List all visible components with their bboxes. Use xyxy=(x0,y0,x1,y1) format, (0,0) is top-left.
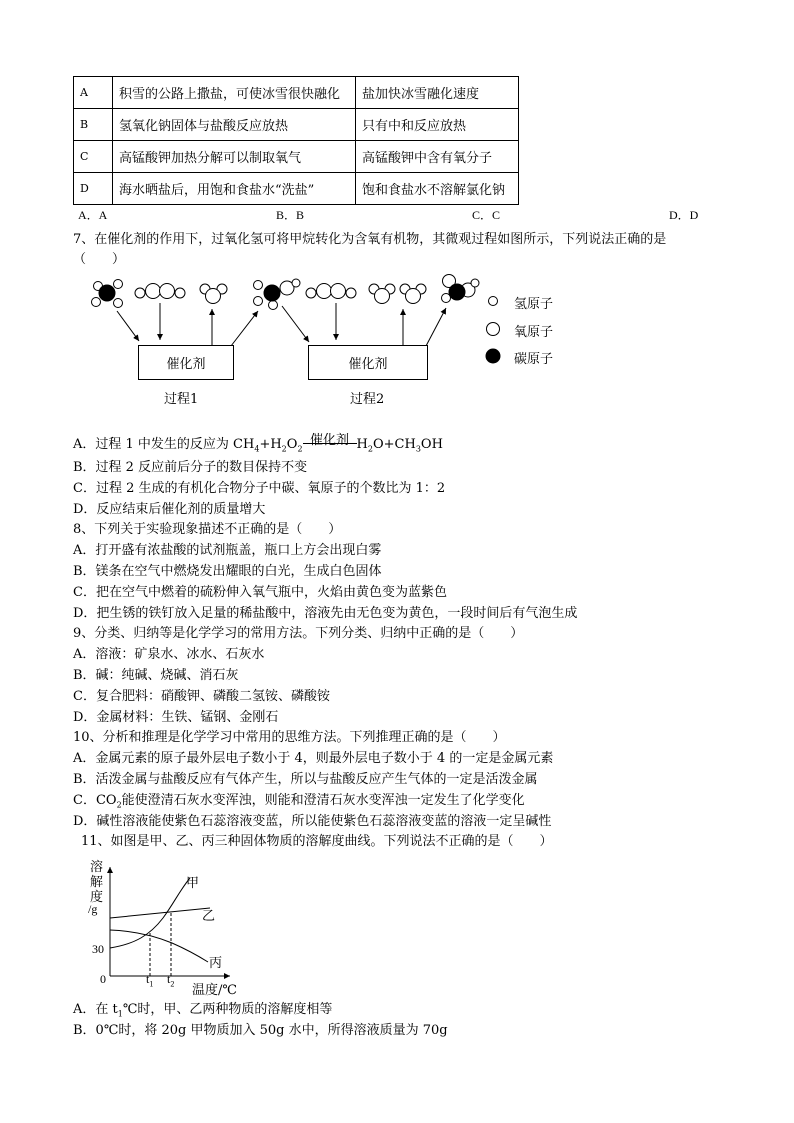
y-axis-label-2: 解 xyxy=(90,875,104,890)
formic-acid-molecule-icon xyxy=(442,275,480,303)
process-1-label: 过程1 xyxy=(164,392,199,407)
hydrogen-atom-icon xyxy=(489,297,498,306)
subscript: 2 xyxy=(367,444,373,454)
q10-option-b[interactable]: B．活泼金属与盐酸反应有气体产生，所以与盐酸反应产生气体的一定是活泼金属 xyxy=(73,772,538,787)
q8-option-a[interactable]: A．打开盛有浓盐酸的试剂瓶盖，瓶口上方会出现白雾 xyxy=(73,543,382,558)
q9-option-a[interactable]: A．溶液：矿泉水、冰水、石灰水 xyxy=(73,647,265,662)
subscript: 3 xyxy=(415,444,421,454)
subscript: 1 xyxy=(149,979,154,989)
row-letter: B xyxy=(74,109,113,141)
q10-option-a[interactable]: A．金属元素的原子最外层电子数小于 4，则最外层电子数小于 4 的一定是金属元素 xyxy=(73,751,554,766)
q9-stem: 9、分类、归纳等是化学学习的常用方法。下列分类、归纳中正确的是（ ） xyxy=(73,626,524,641)
row-letter: D xyxy=(74,173,113,205)
carbon-atom-icon xyxy=(486,349,500,363)
reaction-arrow xyxy=(303,433,357,448)
hydrogen-peroxide-molecule-icon xyxy=(135,284,185,299)
arrow-icon xyxy=(282,306,309,342)
series-label-jia: 甲 xyxy=(186,876,200,891)
subscript: 2 xyxy=(297,444,303,454)
formula-part: +H xyxy=(259,437,282,452)
subscript: 4 xyxy=(254,444,260,454)
water-molecule-icon xyxy=(369,284,395,304)
q7-answer-paren: （ ） xyxy=(73,252,126,267)
formula-part: OH xyxy=(420,437,443,452)
row-fact: 积雪的公路上撒盐，可使冰雪很快融化 xyxy=(113,77,356,109)
row-explain: 高锰酸钾中含有氧分子 xyxy=(356,141,519,173)
q9-option-b[interactable]: B．碱：纯碱、烧碱、消石灰 xyxy=(73,668,239,683)
option-c-prefix: C．CO xyxy=(73,793,117,808)
row-fact: 海水晒盐后，用饱和食盐水“洗盐” xyxy=(113,173,356,205)
curve-yi xyxy=(110,908,210,918)
arrow-icon xyxy=(231,311,258,346)
q8-option-d[interactable]: D．把生锈的铁钉放入足量的稀盐酸中，溶液先由无色变为黄色，一段时间后有气泡生成 xyxy=(73,606,578,621)
row-letter: A xyxy=(74,77,113,109)
x-axis-label: 温度/℃ xyxy=(192,983,237,998)
t1-tick xyxy=(146,972,153,988)
catalyst-box-2: 催化剂 xyxy=(308,345,428,380)
option-a-text: ℃时，甲、乙两种物质的溶解度相等 xyxy=(122,1002,333,1017)
formula-part: O xyxy=(286,437,298,452)
curve-jia xyxy=(110,878,190,948)
y-axis-label-3: 度 xyxy=(90,890,104,905)
series-label-bing: 丙 xyxy=(209,956,223,971)
series-label-yi: 乙 xyxy=(202,909,216,924)
catalyst-box-1: 催化剂 xyxy=(138,345,234,380)
option-a-prefix: A．在 t xyxy=(73,1002,118,1017)
t1-letter: t xyxy=(146,972,150,986)
q6-option-a[interactable]: A．A xyxy=(78,208,108,222)
origin-label: 0 xyxy=(100,972,106,986)
legend-hydrogen: 氢原子 xyxy=(514,297,554,312)
option-a-text: A．过程 1 中发生的反应为 CH xyxy=(73,437,255,452)
subscript: 2 xyxy=(281,444,287,454)
y-axis-label-4: /g xyxy=(88,902,98,916)
q9-option-d[interactable]: D．金属材料：生铁、锰钢、金刚石 xyxy=(73,710,279,725)
option-c-text: 能使澄清石灰水变浑浊，则能和澄清石灰水变浑浊一定发生了化学变化 xyxy=(121,793,525,808)
oxygen-atom-icon xyxy=(487,323,500,336)
q7-option-c[interactable]: C．过程 2 生成的有机化合物分子中碳、氧原子的个数比为 1：2 xyxy=(73,481,446,496)
legend-carbon: 碳原子 xyxy=(514,352,554,367)
row-explain: 只有中和反应放热 xyxy=(356,109,519,141)
q6-option-c[interactable]: C．C xyxy=(472,208,501,222)
t2-tick xyxy=(167,972,174,988)
q9-option-c[interactable]: C．复合肥料：硝酸钾、磷酸二氢铵、磷酸铵 xyxy=(73,689,330,704)
arrow-icon xyxy=(426,308,446,346)
formula-part: H xyxy=(356,437,368,452)
q10-stem: 10、分析和推理是化学学习中常用的思维方法。下列推理正确的是（ ） xyxy=(73,730,506,745)
subscript: 2 xyxy=(116,800,122,810)
row-letter: C xyxy=(74,141,113,173)
q7-option-d[interactable]: D．反应结束后催化剂的质量增大 xyxy=(73,502,266,517)
q10-option-c[interactable] xyxy=(73,789,525,810)
subscript: 1 xyxy=(117,1009,123,1019)
reaction-condition: 催化剂 xyxy=(310,433,350,448)
row-explain: 饱和食盐水不溶解氯化钠 xyxy=(356,173,519,205)
row-fact: 氢氧化钠固体与盐酸反应放热 xyxy=(113,109,356,141)
process-2-label: 过程2 xyxy=(350,392,385,407)
q8-stem: 8、下列关于实验现象描述不正确的是（ ） xyxy=(73,522,342,537)
arrow-icon xyxy=(117,311,139,341)
q6-option-d[interactable]: D．D xyxy=(669,208,699,222)
water-molecule-icon xyxy=(200,284,227,304)
y-axis-label-1: 溶 xyxy=(90,860,104,875)
water-molecule-icon xyxy=(400,284,426,304)
methanol-molecule-icon xyxy=(254,279,301,310)
q8-option-c[interactable]: C．把在空气中燃着的硫粉伸入氧气瓶中，火焰由黄色变为蓝紫色 xyxy=(73,585,447,600)
q7-stem: 7、在催化剂的作用下，过氧化氢可将甲烷转化为含氧有机物，其微观过程如图所示，下列说法正确的是 xyxy=(73,232,667,247)
q11-stem: 11、如图是甲、乙、丙三种固体物质的溶解度曲线。下列说法不正确的是（ ） xyxy=(81,834,553,849)
methane-molecule-icon xyxy=(92,280,123,308)
q8-option-b[interactable]: B．镁条在空气中燃烧发出耀眼的白光，生成白色固体 xyxy=(73,564,382,579)
legend-oxygen: 氧原子 xyxy=(514,325,554,340)
hydrogen-peroxide-molecule-icon xyxy=(306,284,356,299)
q11-option-b[interactable]: B．0℃时，将 20g 甲物质加入 50g 水中，所得溶液质量为 70g xyxy=(73,1023,448,1038)
q7-option-a[interactable] xyxy=(73,433,443,454)
q10-option-d[interactable]: D．碱性溶液能使紫色石蕊溶液变蓝，所以能使紫色石蕊溶液变蓝的溶液一定呈碱性 xyxy=(73,814,552,829)
q11-option-a[interactable] xyxy=(73,998,332,1019)
subscript: 2 xyxy=(170,979,175,989)
row-fact: 高锰酸钾加热分解可以制取氧气 xyxy=(113,141,356,173)
q6-option-b[interactable]: B．B xyxy=(276,208,305,222)
formula-part: O+CH xyxy=(372,437,416,452)
t2-letter: t xyxy=(167,972,171,986)
y-tick-30: 30 xyxy=(92,942,104,956)
curve-bing xyxy=(110,930,208,962)
q7-option-b[interactable]: B．过程 2 反应前后分子的数目保持不变 xyxy=(73,460,308,475)
row-explain: 盐加快冰雪融化速度 xyxy=(356,77,519,109)
